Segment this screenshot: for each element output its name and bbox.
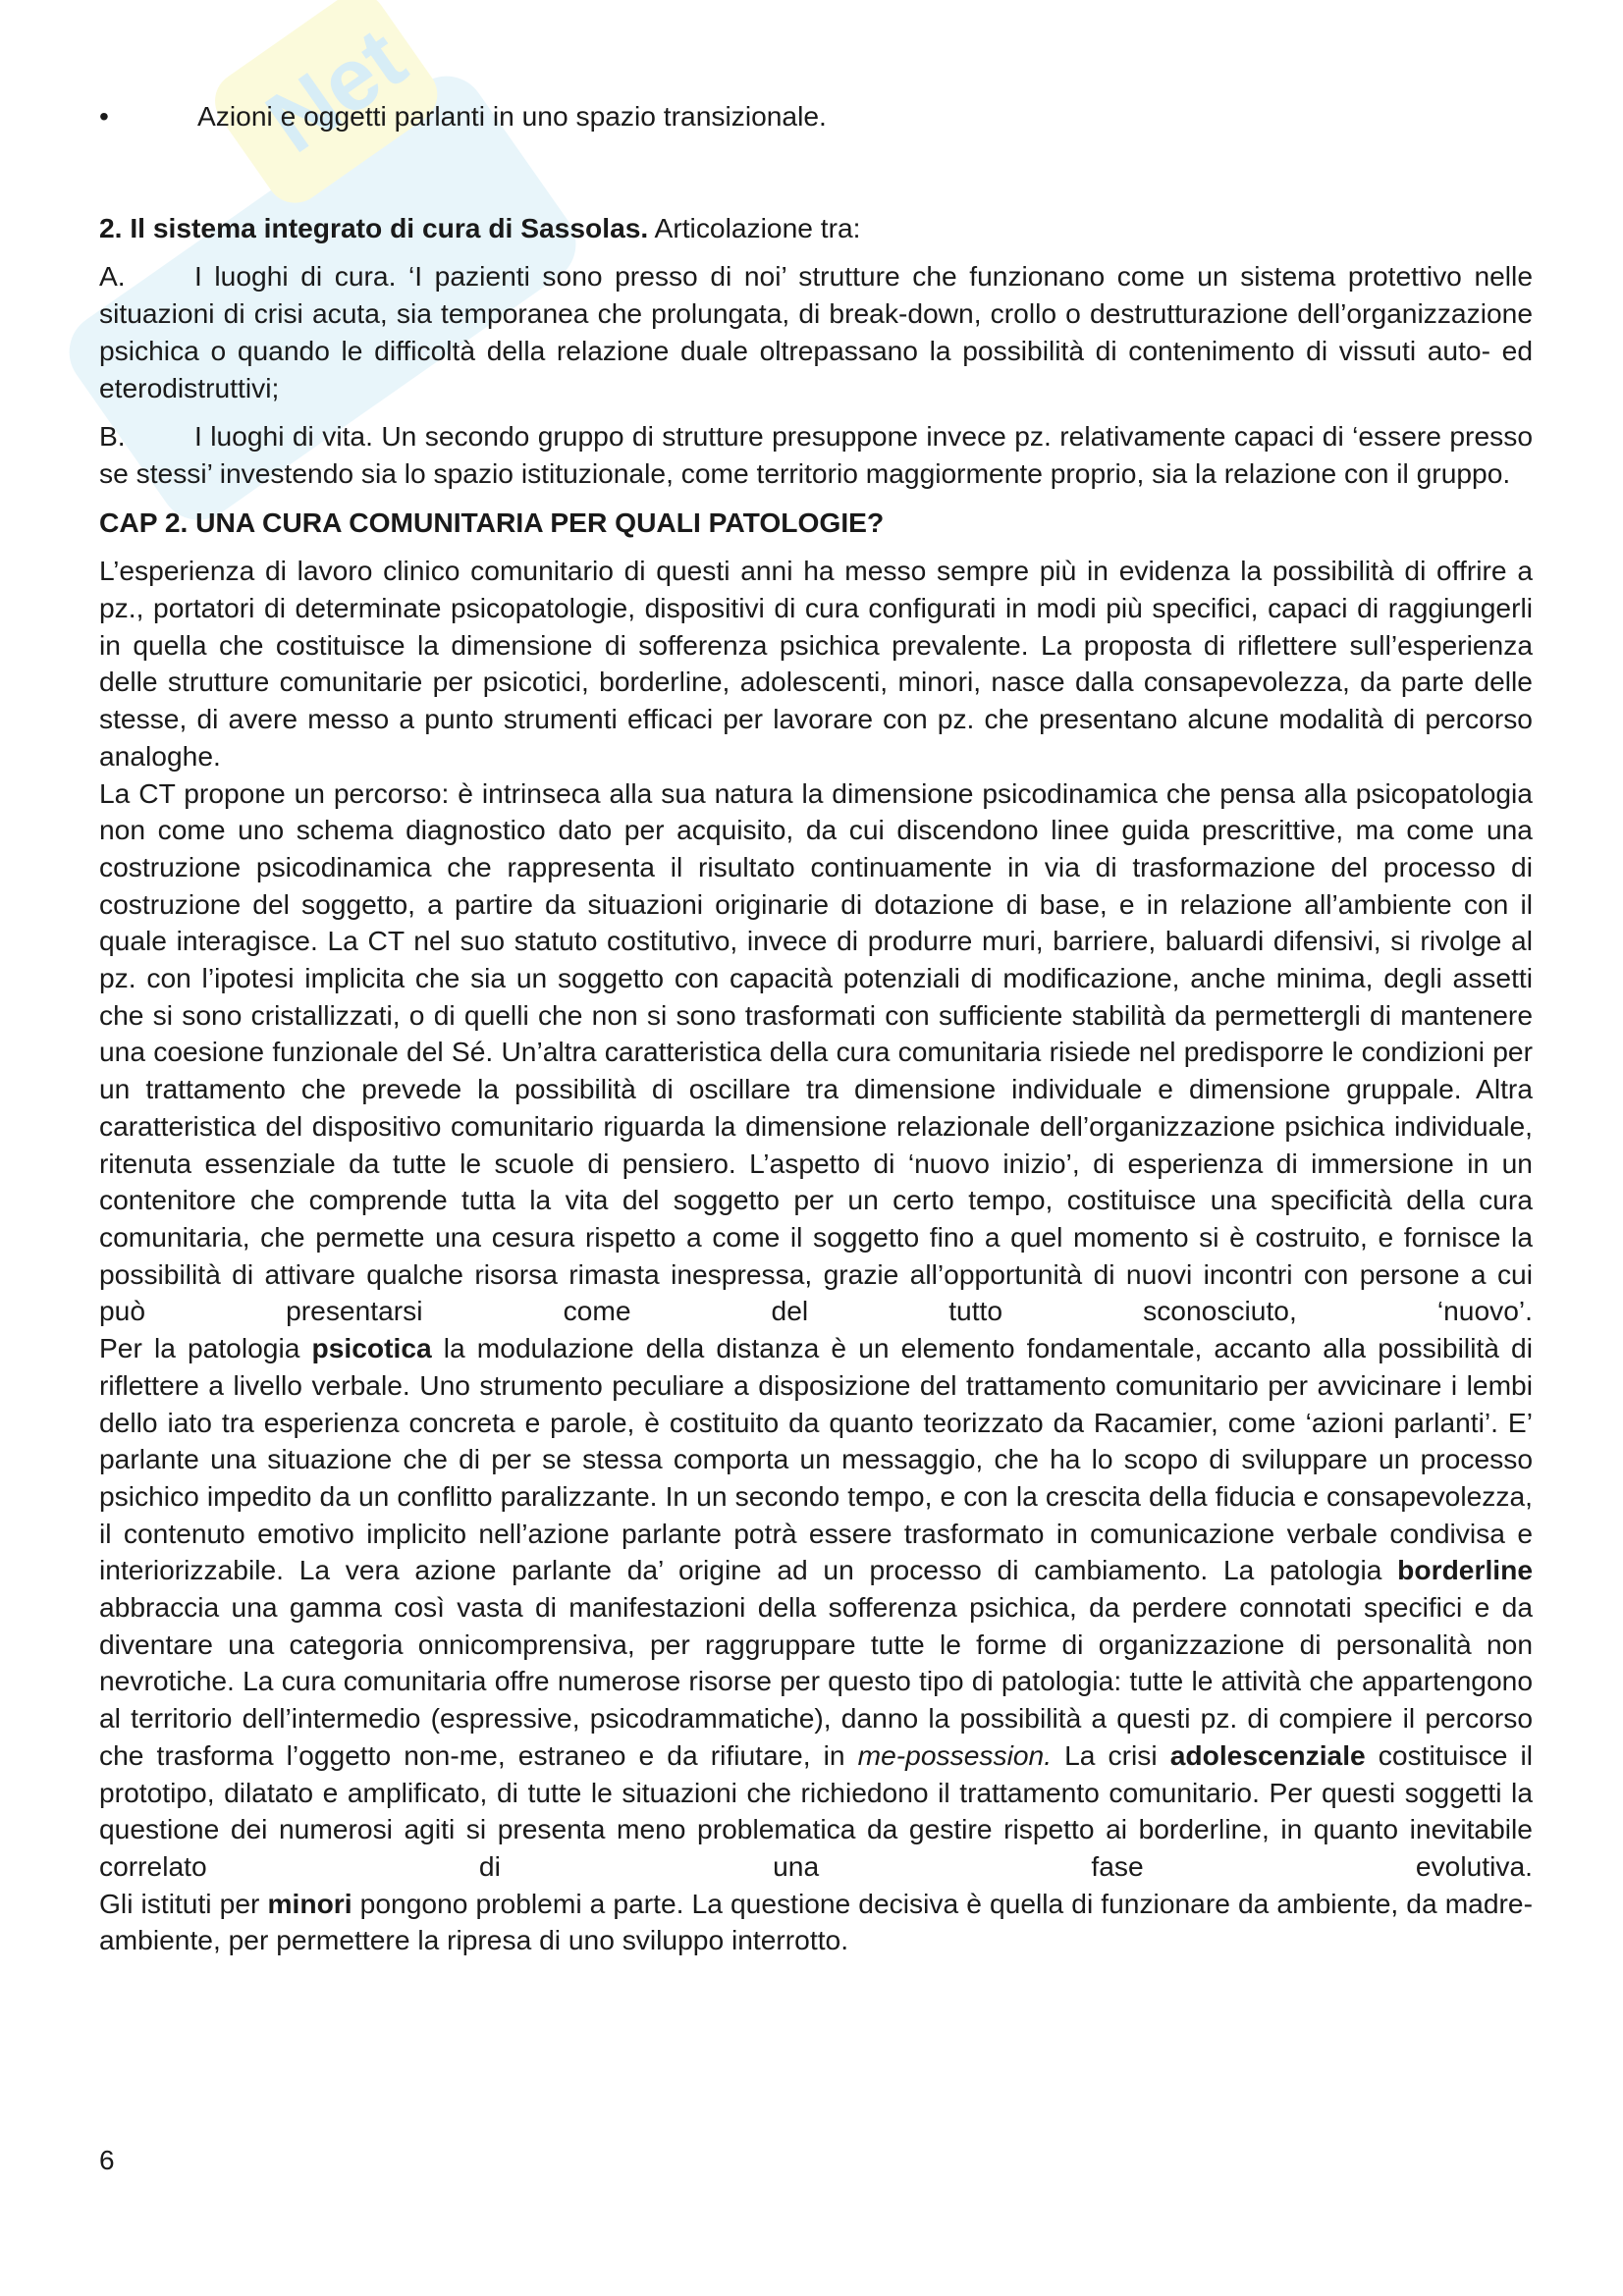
bullet-icon: • bbox=[99, 100, 109, 132]
bullet-list-item bbox=[99, 98, 1533, 135]
page-number: 6 bbox=[99, 2145, 115, 2175]
list-text-b: I luoghi di vita. Un secondo gruppo di strutture presuppone invece pz. relativamente capaci di ‘essere presso se stessi’ investendo sia lo spazio istituzionale, come territorio maggiormente proprio, sia la relazione con il gruppo. bbox=[99, 420, 1533, 489]
bullet-text: Azioni e oggetti parlanti in uno spazio transizionale. bbox=[197, 100, 827, 132]
term-me-possession: me-possession. bbox=[857, 1738, 1053, 1771]
chapter-paragraph-4: Gli istituti per minori pongono problemi a parte. La questione decisiva è quella di funzionare da ambiente, da madre-ambiente, per permettere la ripresa di uno sviluppo interrotto. bbox=[99, 1887, 1533, 1956]
svg-text:Net: Net bbox=[249, 9, 423, 172]
list-marker-b: B. bbox=[99, 420, 126, 453]
term-psicotica: psicotica bbox=[311, 1332, 432, 1364]
term-minori: minori bbox=[267, 1887, 352, 1919]
term-borderline: borderline bbox=[1397, 1554, 1533, 1586]
chapter-heading: CAP 2. UNA CURA COMUNITARIA PER QUALI PATOLOGIE? bbox=[99, 506, 885, 538]
chapter-paragraph-1: L’esperienza di lavoro clinico comunitario di questi anni ha messo sempre più in evidenza la possibilità di offrire a pz., portatori di determinate psicopatologie, dispositivi di cura configurati in modi più specifici, capaci di raggiungerli in quella che costituisce la dimensione di sofferenza psichica prevalente. La proposta di riflettere sull’esperienza delle strutture comunitarie per psicotici, borderline, adolescenti, minori, nasce dalla consapevolezza, da parte delle stesse, di avere messo a punto strumenti efficaci per lavorare con pz. che presentano alcune modalità di percorso analoghe. bbox=[99, 555, 1533, 772]
section-2-title: 2. Il sistema integrato di cura di Sassolas. bbox=[99, 211, 649, 243]
document-page bbox=[99, 98, 1533, 1959]
list-item-a bbox=[99, 258, 1533, 406]
list-item-b bbox=[99, 418, 1533, 492]
section-2-heading bbox=[99, 210, 1533, 247]
list-marker-a: A. bbox=[99, 260, 126, 293]
list-text-a: I luoghi di cura. ‘I pazienti sono presso di noi’ strutture che funzionano come un sistema protettivo nelle situazioni di crisi acuta, sia temporanea che prolungata, di break-down, crollo o destrutturazione dell’organizzazione psichica o quando le difficoltà della relazione duale oltrepassano la possibilità di contenimento di vissuti auto- ed eterodistruttivi; bbox=[99, 260, 1533, 403]
term-adolescenziale: adolescenziale bbox=[1169, 1738, 1366, 1771]
section-2-intro: Articolazione tra: bbox=[648, 211, 861, 243]
chapter-paragraph-2: La CT propone un percorso: è intrinseca alla sua natura la dimensione psicodinamica che pensa alla psicopatologia non come uno schema diagnostico dato per acquisito, da cui discendono linee guida prescrittive, ma come una costruzione psicodinamica che rappresenta il risultato continuamente in via di trasformazione del processo di costruzione del soggetto, a partire da situazioni originarie di dotazione di base, e in relazione all’ambiente con il quale interagisce. La CT nel suo statuto costitutivo, invece di produrre muri, barriere, baluardi difensivi, si rivolge al pz. con l’ipotesi implicita che sia un soggetto con capacità potenziali di modificazione, anche minima, degli assetti che si sono cristallizzati, o di quelli che non si sono trasformati con sufficiente stabilità da permettergli di mantenere una coesione funzionale del Sé. Un’altra caratteristica della cura comunitaria risiede nel predisporre le condizioni per un trattamento che prevede la possibilità di oscillare tra dimensione individuale e dimensione gruppale. Altra caratteristica del dispositivo comunitario riguarda la dimensione relazionale dell’organizzazione psichica individuale, ritenuta essenziale da tutte le scuole di pensiero. L’aspetto di ‘nuovo inizio’, di esperienza di immersione in un contenitore che comprende tutta la vita del soggetto per un certo tempo, costituisce una specificità della cura comunitaria, che permette una cesura rispetto a come il soggetto fino a quel momento si è costruito, e fornisce la possibilità di attivare qualche risorsa rimasta inespressa, grazie all’opportunità di nuovi incontri con persone a cui può presentarsi come del tutto sconosciuto, ‘nuovo’. bbox=[99, 776, 1533, 1327]
chapter-paragraph-3: Per la patologia psicotica la modulazione della distanza è un elemento fondamentale, accanto alla possibilità di riflettere a livello verbale. Uno strumento peculiare a disposizione del trattamento comunitario per avvicinare i lembi dello iato tra esperienza concreta e parole, è costituito da quanto teorizzato da Racamier, come ‘azioni parlanti’. E’ parlante una situazione che di per se stessa comporta un messaggio, che ha lo scopo di sviluppare un processo psichico impedito da un conflitto paralizzante. In un secondo tempo, e con la crescita della fiducia e consapevolezza, il contenuto emotivo implicito nell’azione parlante potrà essere trasformato in comunicazione verbale condivisa e interiorizzabile. La vera azione parlante da’ origine ad un processo di cambiamento. La patologia borderline abbraccia una gamma così vasta di manifestazioni della sofferenza psichica, da perdere connotati specifici e da diventare una categoria onnicomprensiva, per raggruppare tutte le forme di organizzazione di personalità non nevrotiche. La cura comunitaria offre numerose risorse per questo tipo di patologia: tutte le attività che appartengono al territorio dell’intermedio (espressive, psicodrammatiche), danno la possibilità a questi pz. di compiere il percorso che trasforma l’oggetto non-me, estraneo e da rifiutare, in me-possession. La crisi adolescenziale costituisce il prototipo, dilatato e amplificato, di tutte le situazioni che richiedono il trattamento comunitario. Per questi soggetti la questione dei numerosi agiti si presenta meno problematica da gestire rispetto ai borderline, in quanto inevitabile correlato di una fase evolutiva. bbox=[99, 1332, 1533, 1882]
